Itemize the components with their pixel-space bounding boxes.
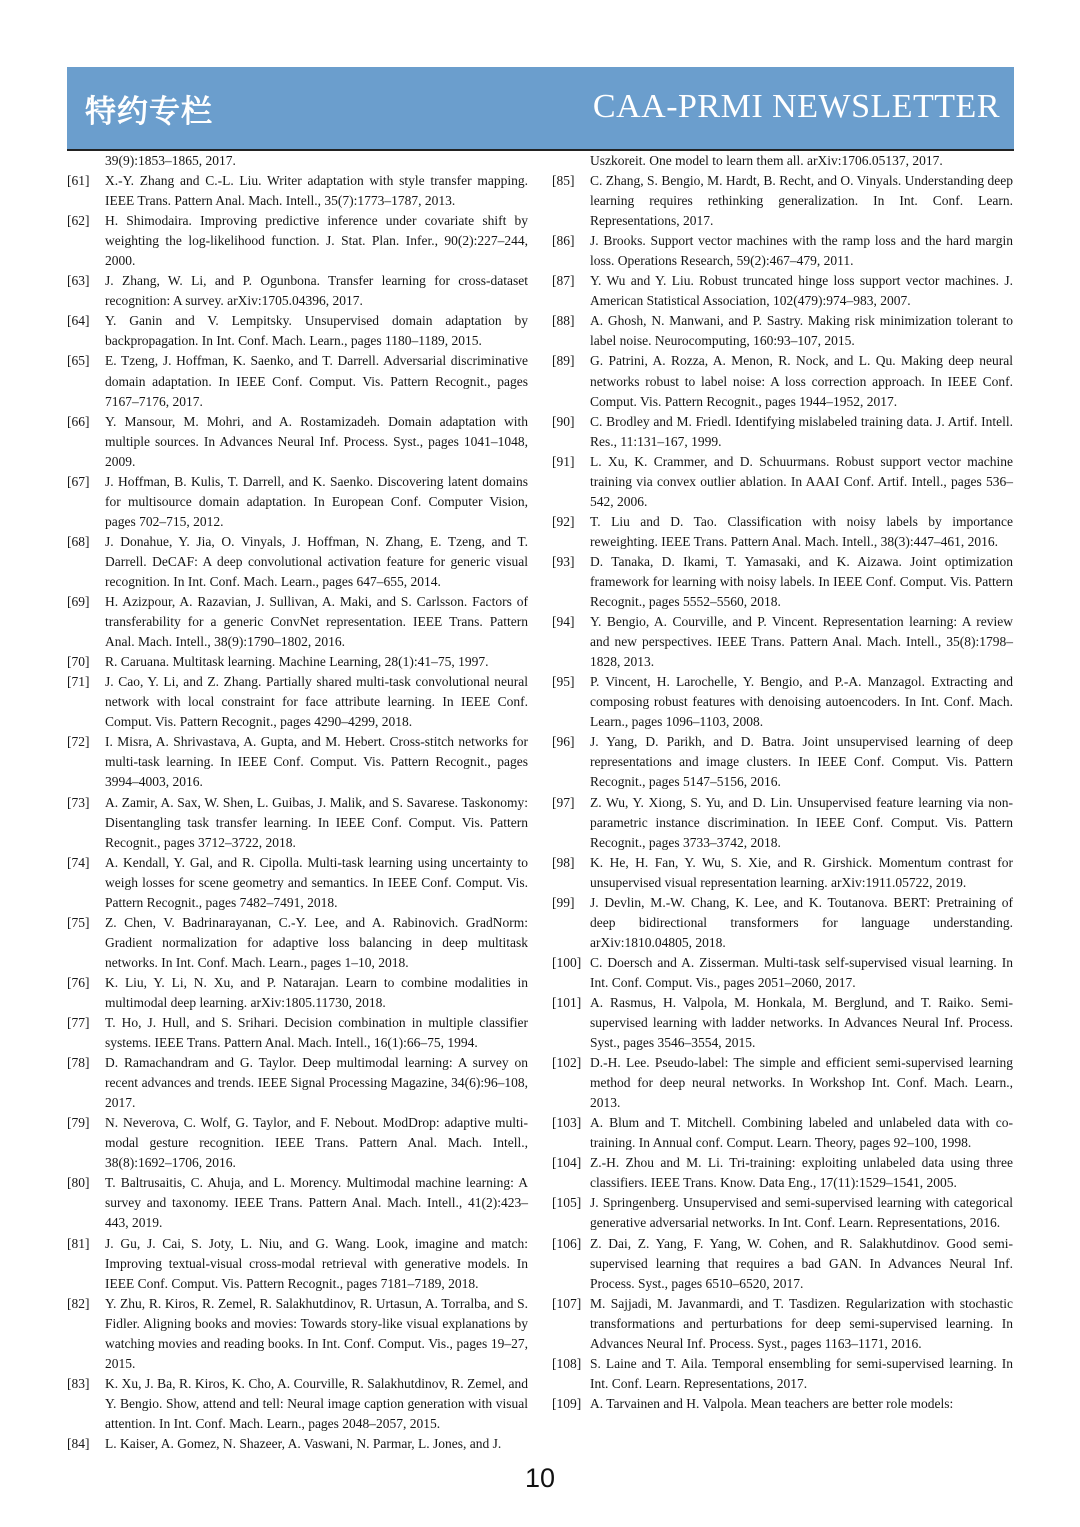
reference-number: [99] bbox=[552, 894, 575, 910]
reference-text: J. Springenberg. Unsupervised and semi-supervised learning with categorical generative adversarial networks. In Int. Conf. Learn. Representations, 2016. bbox=[590, 1195, 1013, 1231]
reference-item bbox=[67, 973, 528, 1013]
newsletter-title: CAA-PRMI NEWSLETTER bbox=[592, 88, 1000, 125]
reference-text: Y. Mansour, M. Mohri, and A. Rostamizadeh. Domain adaptation with multiple sources. In Advances Neural Inf. Process. Syst., pages 1041–1048, 2009. bbox=[105, 413, 528, 469]
reference-item bbox=[552, 512, 1013, 552]
reference-item bbox=[67, 171, 528, 211]
reference-text: K. He, H. Fan, Y. Wu, S. Xie, and R. Girshick. Momentum contrast for unsupervised visual representation learning. arXiv:1911.05722, 2019. bbox=[590, 854, 1013, 890]
reference-text: X.-Y. Zhang and C.-L. Liu. Writer adaptation with style transfer mapping. IEEE Trans. Pattern Anal. Mach. Intell., 35(7):1773–1787, 2013. bbox=[105, 173, 528, 209]
reference-continuation: 39(9):1853–1865, 2017. bbox=[105, 153, 236, 168]
references-left-column bbox=[67, 151, 528, 1454]
reference-text: J. Donahue, Y. Jia, O. Vinyals, J. Hoffman, N. Zhang, E. Tzeng, and T. Darrell. DeCAF: A deep convolutional activation feature for generic visual recognition. In Int. Conf. Mach. Learn., pages 647–655, 2014. bbox=[105, 533, 528, 589]
reference-number: [71] bbox=[67, 674, 90, 690]
reference-item bbox=[552, 732, 1013, 792]
reference-number: [84] bbox=[67, 1436, 90, 1451]
reference-number: [65] bbox=[67, 353, 90, 369]
reference-number: [88] bbox=[552, 313, 575, 329]
reference-text: A. Ghosh, N. Manwani, and P. Sastry. Making risk minimization tolerant to label noise. Neurocomputing, 160:93–107, 2015. bbox=[590, 313, 1013, 349]
reference-number: [90] bbox=[552, 413, 575, 429]
reference-number: [105] bbox=[552, 1195, 582, 1211]
reference-item bbox=[552, 552, 1013, 612]
reference-continuation: Uszkoreit. One model to learn them all. arXiv:1706.05137, 2017. bbox=[590, 153, 943, 168]
reference-list-left bbox=[67, 171, 528, 1454]
reference-number: [107] bbox=[552, 1295, 582, 1311]
reference-text: M. Sajjadi, M. Javanmardi, and T. Tasdizen. Regularization with stochastic transformations and perturbations for deep semi-supervised learning. In Advances Neural Inf. Process. Syst., pages 1163–1171, 2016. bbox=[590, 1295, 1013, 1351]
reference-text: A. Tarvainen and H. Valpola. Mean teachers are better role models: bbox=[590, 1395, 954, 1411]
reference-number: [95] bbox=[552, 674, 575, 690]
section-title: 特约专栏 bbox=[85, 94, 213, 130]
reference-number: [70] bbox=[67, 654, 90, 670]
page-number: 10 bbox=[524, 1463, 556, 1493]
reference-number: [92] bbox=[552, 513, 575, 529]
reference-number: [101] bbox=[552, 994, 582, 1010]
reference-item bbox=[552, 1234, 1013, 1294]
reference-number: [81] bbox=[67, 1235, 90, 1251]
reference-text: H. Azizpour, A. Razavian, J. Sullivan, A. Maki, and S. Carlsson. Factors of transferability for a generic ConvNet representation. IEEE Trans. Pattern Anal. Mach. Intell., 38(9):1790–1802, 2016. bbox=[105, 594, 528, 650]
reference-text: K. Liu, Y. Li, N. Xu, and P. Natarajan. Learn to combine modalities in multimodal deep learning. arXiv:1805.11730, 2018. bbox=[105, 974, 528, 1010]
reference-number: [91] bbox=[552, 453, 575, 469]
reference-number: [79] bbox=[67, 1115, 90, 1131]
reference-text: Y. Ganin and V. Lempitsky. Unsupervised domain adaptation by backpropagation. In Int. Conf. Mach. Learn., pages 1180–1189, 2015. bbox=[105, 313, 528, 349]
reference-item bbox=[67, 311, 528, 351]
reference-item bbox=[67, 732, 528, 792]
reference-text: K. Xu, J. Ba, R. Kiros, K. Cho, A. Courville, R. Salakhutdinov, R. Zemel, and Y. Bengio. Show, attend and tell: Neural image caption generation with visual attention. In Int. Conf. Mach. Learn., pages 2048–2057, 2015. bbox=[105, 1375, 528, 1431]
reference-item bbox=[552, 1354, 1013, 1394]
reference-text: E. Tzeng, J. Hoffman, K. Saenko, and T. Darrell. Adversarial discriminative domain adaptation. In IEEE Conf. Comput. Vis. Pattern Recognit., pages 7167–7176, 2017. bbox=[105, 353, 528, 409]
reference-item bbox=[552, 1053, 1013, 1113]
reference-item bbox=[552, 853, 1013, 893]
reference-text: S. Laine and T. Aila. Temporal ensembling for semi-supervised learning. In Int. Conf. Learn. Representations, 2017. bbox=[590, 1355, 1013, 1391]
reference-item bbox=[552, 1193, 1013, 1233]
reference-text: Z. Chen, V. Badrinarayanan, C.-Y. Lee, and A. Rabinovich. GradNorm: Gradient normalization for adaptive loss balancing in deep multitask networks. In Int. Conf. Mach. Learn., pages 1–10, 2018. bbox=[105, 914, 528, 970]
reference-number: [87] bbox=[552, 273, 575, 289]
references-right-column bbox=[552, 151, 1013, 1414]
reference-number: [68] bbox=[67, 533, 90, 549]
reference-number: [100] bbox=[552, 954, 582, 970]
reference-number: [97] bbox=[552, 794, 575, 810]
reference-number: [61] bbox=[67, 173, 90, 189]
reference-item bbox=[67, 1434, 528, 1454]
reference-text: H. Shimodaira. Improving predictive inference under covariate shift by weighting the log-likelihood function. J. Stat. Plan. Infer., 90(2):227–244, 2000. bbox=[105, 213, 528, 269]
reference-item bbox=[67, 1053, 528, 1113]
reference-item bbox=[67, 1173, 528, 1233]
reference-number: [77] bbox=[67, 1015, 90, 1031]
reference-item bbox=[552, 1153, 1013, 1193]
reference-text: J. Devlin, M.-W. Chang, K. Lee, and K. Toutanova. BERT: Pretraining of deep bidirectional transformers for language understanding. arXiv:1810.04805, 2018. bbox=[590, 894, 1013, 950]
reference-number: [102] bbox=[552, 1055, 582, 1071]
reference-number: [67] bbox=[67, 473, 90, 489]
reference-number: [82] bbox=[67, 1295, 90, 1311]
reference-text: C. Doersch and A. Zisserman. Multi-task self-supervised visual learning. In Int. Conf. Comput. Vis., pages 2051–2060, 2017. bbox=[590, 954, 1013, 990]
reference-number: [62] bbox=[67, 213, 90, 229]
reference-text: A. Rasmus, H. Valpola, M. Honkala, M. Berglund, and T. Raiko. Semi-supervised learning with ladder networks. In Advances Neural Inf. Process. Syst., pages 3546–3554, 2015. bbox=[590, 994, 1013, 1051]
reference-number: [76] bbox=[67, 974, 90, 990]
reference-text: J. Hoffman, B. Kulis, T. Darrell, and K. Saenko. Discovering latent domains for multisource domain adaptation. In European Conf. Computer Vision, pages 702–715, 2012. bbox=[105, 473, 528, 529]
reference-number: [72] bbox=[67, 734, 90, 750]
reference-number: [94] bbox=[552, 614, 575, 630]
reference-number: [108] bbox=[552, 1355, 582, 1371]
reference-item bbox=[67, 1294, 528, 1374]
reference-text: J. Brooks. Support vector machines with the ramp loss and the hard margin loss. Operations Research, 59(2):467–479, 2011. bbox=[590, 233, 1013, 269]
reference-item bbox=[67, 1234, 528, 1294]
header-banner bbox=[67, 67, 1014, 149]
reference-number: [85] bbox=[552, 173, 575, 189]
reference-item bbox=[552, 1113, 1013, 1153]
reference-item bbox=[552, 672, 1013, 732]
reference-number: [98] bbox=[552, 854, 575, 870]
reference-item bbox=[552, 612, 1013, 672]
reference-text: J. Gu, J. Cai, S. Joty, L. Niu, and G. Wang. Look, imagine and match: Improving textual-visual cross-modal retrieval with generative models. In IEEE Conf. Comput. Vis. Pattern Recognit., pages 7181–7189, 2018. bbox=[105, 1235, 528, 1291]
reference-item bbox=[552, 271, 1013, 311]
reference-number: [83] bbox=[67, 1375, 90, 1391]
reference-number: [75] bbox=[67, 914, 90, 930]
reference-text: L. Xu, K. Crammer, and D. Schuurmans. Robust support vector machine training via convex outlier ablation. In AAAI Conf. Artif. Intell., pages 536–542, 2006. bbox=[590, 453, 1013, 509]
reference-item bbox=[552, 793, 1013, 853]
reference-item bbox=[67, 412, 528, 472]
reference-text: T. Liu and D. Tao. Classification with noisy labels by importance reweighting. IEEE Trans. Pattern Anal. Mach. Intell., 38(3):447–461, 2016. bbox=[590, 513, 1013, 549]
reference-text: D. Ramachandram and G. Taylor. Deep multimodal learning: A survey on recent advances and trends. IEEE Signal Processing Magazine, 34(6):96–108, 2017. bbox=[105, 1055, 528, 1111]
reference-number: [86] bbox=[552, 233, 575, 249]
reference-item bbox=[67, 472, 528, 532]
reference-text: C. Brodley and M. Friedl. Identifying mislabeled training data. J. Artif. Intell. Res., 11:131–167, 1999. bbox=[590, 413, 1013, 449]
reference-item bbox=[552, 452, 1013, 512]
reference-item bbox=[552, 893, 1013, 953]
reference-item bbox=[67, 592, 528, 652]
reference-number: [73] bbox=[67, 794, 90, 810]
reference-text: Y. Wu and Y. Liu. Robust truncated hinge loss support vector machines. J. American Statistical Association, 102(479):974–983, 2007. bbox=[590, 273, 1013, 309]
reference-item bbox=[552, 231, 1013, 271]
reference-text: Z. Dai, Z. Yang, F. Yang, W. Cohen, and R. Salakhutdinov. Good semi-supervised learning that requires a bad GAN. In Advances Neural Inf. Process. Syst., pages 6510–6520, 2017. bbox=[590, 1235, 1013, 1291]
reference-text: P. Vincent, H. Larochelle, Y. Bengio, and P.-A. Manzagol. Extracting and composing robust features with denoising autoencoders. In Int. Conf. Mach. Learn., pages 1096–1103, 2008. bbox=[590, 674, 1013, 730]
reference-number: [96] bbox=[552, 734, 575, 750]
reference-item bbox=[67, 1113, 528, 1173]
reference-number: [66] bbox=[67, 413, 90, 429]
reference-text: J. Yang, D. Parikh, and D. Batra. Joint unsupervised learning of deep representations and image clusters. In IEEE Conf. Comput. Vis. Pattern Recognit., pages 5147–5156, 2016. bbox=[590, 734, 1013, 790]
reference-item bbox=[67, 1013, 528, 1053]
reference-text: C. Zhang, S. Bengio, M. Hardt, B. Recht, and O. Vinyals. Understanding deep learning requires rethinking generalization. In Int. Conf. Learn. Representations, 2017. bbox=[590, 173, 1013, 229]
reference-number: [104] bbox=[552, 1155, 582, 1171]
reference-item bbox=[552, 351, 1013, 411]
reference-text: A. Zamir, A. Sax, W. Shen, L. Guibas, J. Malik, and S. Savarese. Taskonomy: Disentangling task transfer learning. In IEEE Conf. Comput. Vis. Pattern Recognit., pages 3712–3722, 2018. bbox=[105, 794, 528, 850]
reference-item bbox=[552, 953, 1013, 993]
reference-text: Y. Zhu, R. Kiros, R. Zemel, R. Salakhutdinov, R. Urtasun, A. Torralba, and S. Fidler. Aligning books and movies: Towards story-like visual explanations by watching movies and reading books. In Int. Conf. Comput. Vis., pages 19–27, 2015. bbox=[105, 1295, 528, 1371]
reference-text: J. Zhang, W. Li, and P. Ogunbona. Transfer learning for cross-dataset recognition: A survey. arXiv:1705.04396, 2017. bbox=[105, 273, 528, 309]
reference-number: [74] bbox=[67, 854, 90, 870]
reference-number: [69] bbox=[67, 594, 90, 610]
reference-number: [89] bbox=[552, 353, 575, 369]
reference-item bbox=[67, 793, 528, 853]
reference-text: J. Cao, Y. Li, and Z. Zhang. Partially shared multi-task convolutional neural network with local constraint for face attribute learning. In IEEE Conf. Comput. Vis. Pattern Recognit., pages 4290–4299, 2018. bbox=[105, 674, 528, 730]
reference-item bbox=[67, 853, 528, 913]
reference-number: [103] bbox=[552, 1115, 582, 1131]
reference-text: Z.-H. Zhou and M. Li. Tri-training: exploiting unlabeled data using three classifiers. IEEE Trans. Know. Data Eng., 17(11):1529–1541, 2005. bbox=[590, 1155, 1013, 1191]
reference-text: N. Neverova, C. Wolf, G. Taylor, and F. Nebout. ModDrop: adaptive multi-modal gesture recognition. IEEE Trans. Pattern Anal. Mach. Intell., 38(8):1692–1706, 2016. bbox=[105, 1115, 528, 1171]
reference-text: D.-H. Lee. Pseudo-label: The simple and efficient semi-supervised learning method for deep neural networks. In Workshop Int. Conf. Mach. Learn., 2013. bbox=[590, 1055, 1013, 1111]
reference-item bbox=[552, 1294, 1013, 1354]
reference-number: [80] bbox=[67, 1175, 90, 1191]
reference-text: Y. Bengio, A. Courville, and P. Vincent. Representation learning: A review and new perspectives. IEEE Trans. Pattern Anal. Mach. Intell., 35(8):1798–1828, 2013. bbox=[590, 614, 1013, 670]
reference-item bbox=[67, 532, 528, 592]
reference-text: T. Baltrusaitis, C. Ahuja, and L. Morency. Multimodal machine learning: A survey and taxonomy. IEEE Trans. Pattern Anal. Mach. Intell., 41(2):423–443, 2019. bbox=[105, 1175, 528, 1231]
reference-item bbox=[552, 311, 1013, 351]
reference-item bbox=[67, 652, 528, 672]
reference-list-right bbox=[552, 171, 1013, 1414]
reference-text: R. Caruana. Multitask learning. Machine Learning, 28(1):41–75, 1997. bbox=[105, 654, 489, 670]
reference-item bbox=[552, 1394, 1013, 1414]
reference-text: G. Patrini, A. Rozza, A. Menon, R. Nock, and L. Qu. Making deep neural networks robust to label noise: A loss correction approach. In IEEE Conf. Comput. Vis. Pattern Recognit., pages 1944–1952, 2017. bbox=[590, 353, 1013, 409]
reference-item bbox=[67, 1374, 528, 1434]
reference-item bbox=[552, 171, 1013, 231]
reference-text: A. Kendall, Y. Gal, and R. Cipolla. Multi-task learning using uncertainty to weigh losses for scene geometry and semantics. In IEEE Conf. Comput. Vis. Pattern Recognit., pages 7482–7491, 2018. bbox=[105, 854, 528, 910]
reference-text: I. Misra, A. Shrivastava, A. Gupta, and M. Hebert. Cross-stitch networks for multi-task learning. In IEEE Conf. Comput. Vis. Pattern Recognit., pages 3994–4003, 2016. bbox=[105, 734, 528, 790]
reference-text: D. Tanaka, D. Ikami, T. Yamasaki, and K. Aizawa. Joint optimization framework for learning with noisy labels. In IEEE Conf. Comput. Vis. Pattern Recognit., pages 5552–5560, 2018. bbox=[590, 553, 1013, 610]
reference-text: A. Blum and T. Mitchell. Combining labeled and unlabeled data with co-training. In Annual conf. Comput. Learn. Theory, pages 92–100, 1998. bbox=[590, 1115, 1013, 1151]
reference-item bbox=[67, 211, 528, 271]
reference-number: [78] bbox=[67, 1055, 90, 1071]
reference-text: Z. Wu, Y. Xiong, S. Yu, and D. Lin. Unsupervised feature learning via non-parametric instance discrimination. In IEEE Conf. Comput. Vis. Pattern Recognit., pages 3733–3742, 2018. bbox=[590, 794, 1013, 850]
reference-number: [109] bbox=[552, 1395, 582, 1411]
reference-item bbox=[67, 351, 528, 411]
reference-number: [106] bbox=[552, 1235, 582, 1251]
reference-text: T. Ho, J. Hull, and S. Srihari. Decision combination in multiple classifier systems. IEEE Trans. Pattern Anal. Mach. Intell., 16(1):66–75, 1994. bbox=[105, 1015, 528, 1051]
reference-item bbox=[67, 913, 528, 973]
reference-number: [63] bbox=[67, 273, 90, 289]
reference-item bbox=[67, 672, 528, 732]
reference-number: [64] bbox=[67, 313, 90, 329]
reference-item bbox=[552, 993, 1013, 1053]
reference-text: L. Kaiser, A. Gomez, N. Shazeer, A. Vaswani, N. Parmar, L. Jones, and J. bbox=[105, 1436, 502, 1451]
reference-item bbox=[552, 412, 1013, 452]
reference-item bbox=[67, 271, 528, 311]
reference-number: [93] bbox=[552, 553, 575, 569]
